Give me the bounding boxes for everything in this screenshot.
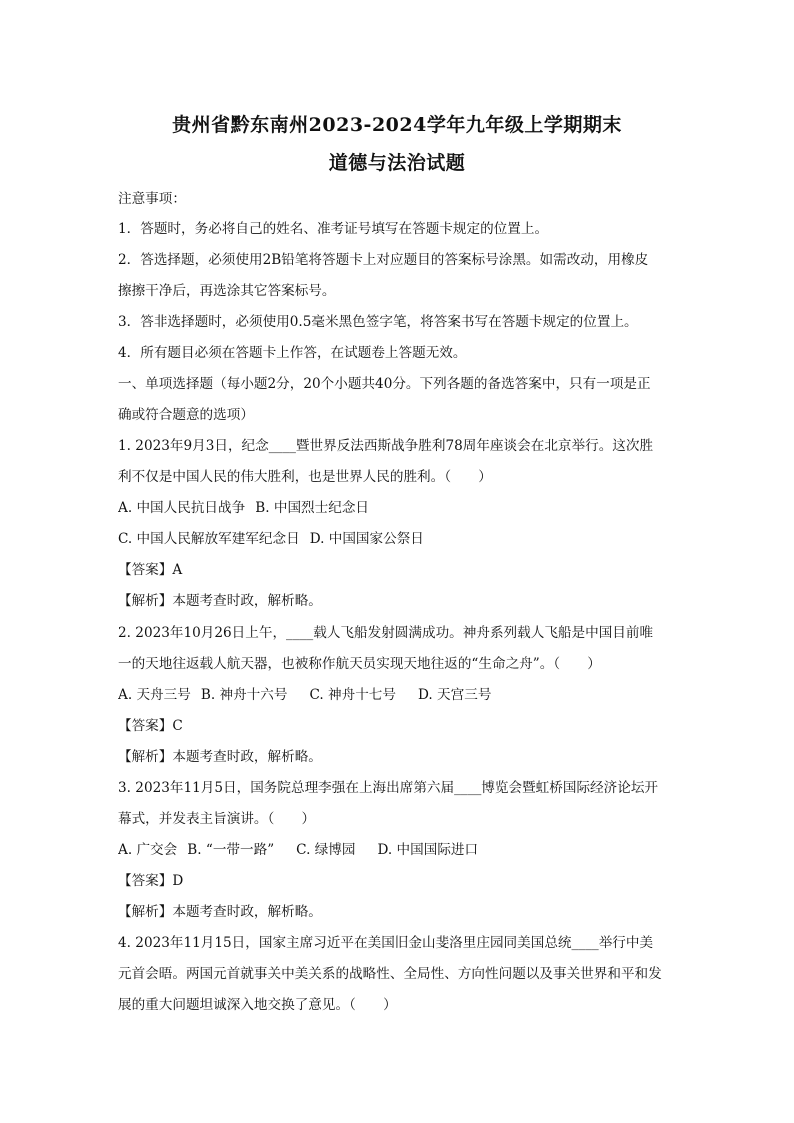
notice-item: 1．答题时，务必将自己的姓名、准考证号填写在答题卡规定的位置上。: [118, 221, 549, 237]
analysis: 【解析】本题考查时政，解析略。: [118, 904, 322, 920]
option-b: B. “一带一路”: [187, 842, 275, 858]
question-stem: 展的重大问题坦诚深入地交换了意见。（ ）: [118, 997, 397, 1013]
question-stem: 4. 2023年11月15日，国家主席习近平在美国旧金山斐洛里庄园同美国总统____举行中美: [118, 935, 654, 951]
option-b: B. 中国烈士纪念日: [255, 500, 370, 516]
section-heading: 一、单项选择题（每小题2分，20个小题共40分。下列各题的备选答案中，只有一项是正: [118, 376, 651, 392]
option-a: A. 广交会: [118, 842, 178, 858]
option-d: D. 中国国家公祭日: [309, 531, 424, 547]
analysis: 【解析】本题考查时政，解析略。: [118, 593, 322, 609]
question-stem: 利不仅是中国人民的伟大胜利，也是世界人民的胜利。（ ）: [118, 469, 492, 485]
question-stem: 幕式，并发表主旨演讲。（ ）: [118, 811, 316, 827]
exam-title: 贵州省黔东南州2023-2024学年九年级上学期期末: [172, 114, 622, 136]
notice-item: 擦擦干净后，再选涂其它答案标号。: [118, 283, 336, 299]
notice-item: 2．答选择题，必须使用2B铅笔将答题卡上对应题目的答案标号涂黑。如需改动，用橡皮: [118, 252, 649, 268]
option-a: A. 中国人民抗日战争: [118, 500, 246, 516]
option-d: D. 天宫三号: [417, 687, 492, 703]
question-stem: 3. 2023年11月5日，国务院总理李强在上海出席第六届____博览会暨虹桥国际经济论坛开: [118, 780, 659, 796]
question-options: [118, 530, 678, 548]
question-stem: 2. 2023年10月26日上午，____载人飞船发射圆满成功。神舟系列载人飞船是中国目前唯: [118, 625, 654, 641]
analysis: 【解析】本题考查时政，解析略。: [118, 749, 322, 765]
option-d: D. 中国国际进口: [377, 842, 479, 858]
notice-item: 4．所有题目必须在答题卡上作答，在试题卷上答题无效。: [118, 345, 467, 361]
notice-heading: 注意事项：: [118, 191, 186, 207]
question-stem: 1. 2023年9月3日，纪念____暨世界反法西斯战争胜利78周年座谈会在北京举行。这次胜: [118, 438, 654, 454]
notice-item: 3．答非选择题时，必须使用0.5毫米黑色签字笔，将答案书写在答题卡规定的位置上。: [118, 314, 638, 330]
question-options: [118, 686, 678, 704]
option-c: C. 绿博园: [296, 842, 356, 858]
question-stem: 一的天地往返载人航天器，也被称作航天员实现天地往返的“生命之舟”。（ ）: [118, 656, 601, 672]
answer: 【答案】C: [118, 718, 183, 734]
question-stem: 元首会晤。两国元首就事关中美关系的战略性、全局性、方向性问题以及事关世界和平和发: [118, 966, 662, 982]
answer: 【答案】A: [118, 562, 183, 578]
question-options: [118, 841, 678, 859]
option-a: A. 天舟三号: [118, 687, 191, 703]
exam-subtitle: 道德与法治试题: [328, 152, 466, 174]
answer: 【答案】D: [118, 873, 184, 889]
option-b: B. 神舟十六号: [200, 687, 288, 703]
question-options: [118, 499, 678, 517]
option-c: C. 神舟十七号: [309, 687, 396, 703]
option-c: C. 中国人民解放军建军纪念日: [118, 531, 300, 547]
section-heading-cont: 确或符合题意的选项）: [118, 407, 254, 423]
